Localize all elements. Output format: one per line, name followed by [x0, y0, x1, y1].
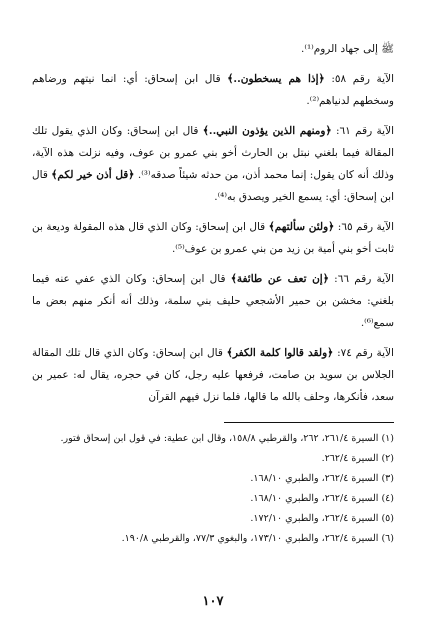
- verse-58-lead: الآية رقم ٥٨:: [324, 73, 394, 85]
- verse-61-lead: الآية رقم ٦١:: [331, 125, 394, 137]
- footnote-1: (١) السيرة ٢٦١/٤، ٢٦٢، والقرطبي ١٥٨/٨، وقال ابن عطية: في قول ابن إسحاق فتور.: [60, 433, 394, 444]
- intro-line: ﷺ إلى جهاد الروم⁽¹⁾.: [301, 43, 394, 55]
- footnote-4: (٤) السيرة ٢٦٢/٤، والطبري ١٦٨/١٠.: [250, 493, 394, 504]
- verse-65-quote: ﴿ولئن سألتهم﴾: [268, 221, 335, 233]
- footnote-3: (٣) السيرة ٢٦٢/٤، والطبري ١٦٨/١٠.: [250, 473, 394, 484]
- verse-61-quote-2: ﴿قل أذن خير لكم﴾: [51, 169, 135, 181]
- verse-74-paragraph: [32, 342, 394, 408]
- verse-74-quote: ﴿ولقد قالوا كلمة الكفر﴾: [226, 347, 334, 359]
- verse-74-text: قال ابن إسحاق: وكان الذي قال تلك المقالة الجلاس بن سويد بن صامت، فرفعها عليه رجل، كان في حجره، يقال له: عمير بن سعد، فأنكرها، وحلف بالله ما قالها، فلما نزل فيهم القرآن: [32, 347, 394, 403]
- verse-66-lead: الآية رقم ٦٦:: [328, 273, 394, 285]
- verse-61-quote: ﴿ومنهم الذين يؤذون النبي..﴾: [202, 125, 332, 137]
- footnote-6: (٦) السيرة ٢٦٢/٤، والطبري ١٧٣/١٠، والبغوي ٧٧/٣، والقرطبي ١٩٠/٨.: [121, 533, 394, 544]
- page-number: ١٠٧: [202, 594, 224, 609]
- verse-66-text: قال ابن إسحاق: وكان الذي عفي عنه فيما بلغني: مخشن بن حمير الأشجعي حليف بني سلمة، وذلك أنه أنكر منهم بعض ما سمع⁽⁶⁾.: [32, 273, 394, 329]
- verse-66-paragraph: [32, 268, 394, 334]
- verse-58-paragraph: [32, 68, 394, 112]
- verse-58-text: قال ابن إسحاق: أي: انما نيتهم ورضاهم وسخطهم لدنياهم⁽²⁾.: [32, 73, 394, 107]
- footnotes: [32, 429, 394, 549]
- verse-65-lead: الآية رقم ٦٥:: [334, 221, 394, 233]
- verse-61-text-2: قال ابن إسحاق: أي: يسمع الخير ويصدق به⁽⁴⁾.: [32, 169, 394, 203]
- footnote-divider: [224, 422, 394, 423]
- verse-58-quote: ﴿إذا هم يسخطون..﴾: [227, 73, 325, 85]
- verse-65-paragraph: [32, 216, 394, 260]
- verse-61-paragraph: [32, 120, 394, 208]
- verse-66-quote: ﴿إن تعف عن طائفة﴾: [230, 273, 329, 285]
- verse-65-text: قال ابن إسحاق: وكان الذي قال هذه المقولة وديعة بن ثابت أخو بني أمية بن زيد من بني عمرو بن عوف⁽⁵⁾.: [32, 221, 394, 255]
- footnote-5: (٥) السيرة ٢٦٢/٤، والطبري ١٧٢/١٠.: [250, 513, 394, 524]
- verse-74-lead: الآية رقم ٧٤:: [333, 347, 394, 359]
- footnote-2: (٢) السيرة ٢٦٢/٤.: [321, 453, 394, 464]
- verse-61-text: قال ابن إسحاق: وكان الذي يقول تلك المقالة فيما بلغني نبتل بن الحارث أخو بني عمرو بن عوف، وفيه نزلت هذه الآية، وذلك أنه كان يقول: إنما محمد أذن، من حدثه شيئاً صدقه⁽³⁾.: [32, 125, 394, 181]
